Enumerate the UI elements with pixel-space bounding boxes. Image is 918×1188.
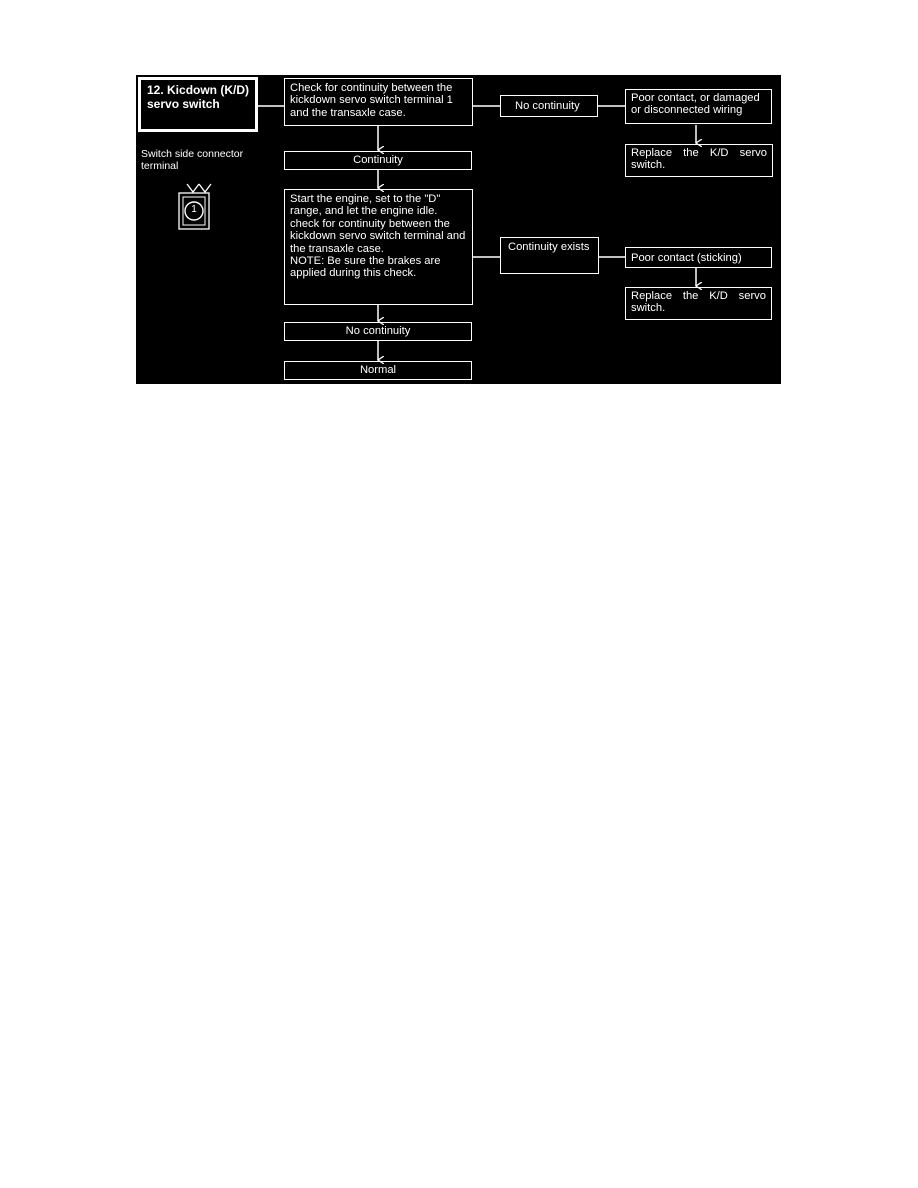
normal-result-box	[284, 361, 472, 380]
step1-cause-text: Poor contact, or damaged or disconnected wiring	[631, 92, 760, 117]
step2-continuity-exists-text: Continuity exists	[508, 241, 590, 253]
step2-action-text: Replace the K/D servo switch.	[631, 290, 766, 315]
step1-check-box	[284, 78, 473, 126]
step2-no-continuity-box	[284, 322, 472, 341]
step1-no-continuity-box	[500, 95, 598, 117]
step2-cause-text: Poor contact (sticking)	[631, 252, 742, 264]
step2-action-box	[625, 287, 772, 320]
step2-no-continuity-text: No continuity	[345, 325, 411, 337]
connector-caption: Switch side connector terminal	[141, 148, 244, 172]
step1-check-text: Check for continuity between the kickdown servo switch terminal 1 and the transaxle case.	[290, 82, 453, 119]
step1-cause-box	[625, 89, 772, 124]
section-title-text: 12. Kicdown (K/D) servo switch	[147, 83, 250, 111]
flowchart-panel	[136, 75, 781, 384]
step1-action-box	[625, 144, 773, 177]
step1-no-continuity-text: No continuity	[515, 100, 580, 112]
step1-continuity-box	[284, 151, 472, 170]
normal-result-text: Normal	[359, 364, 397, 376]
connector-terminal-number: 1	[191, 204, 197, 215]
step2-note-text: NOTE: Be sure the brakes are applied during this check.	[290, 255, 441, 280]
step2-cause-box	[625, 247, 772, 268]
section-title	[138, 77, 258, 132]
step1-continuity-text: Continuity	[353, 154, 403, 166]
step2-check-box	[284, 189, 473, 305]
step2-check-text: Start the engine, set to the "D" range, and let the engine idle. check for continuity between the kickdown servo switch terminal and the transaxle case.	[290, 193, 466, 255]
step2-continuity-exists-box	[500, 237, 599, 274]
step1-action-text: Replace the K/D servo switch.	[631, 147, 767, 172]
